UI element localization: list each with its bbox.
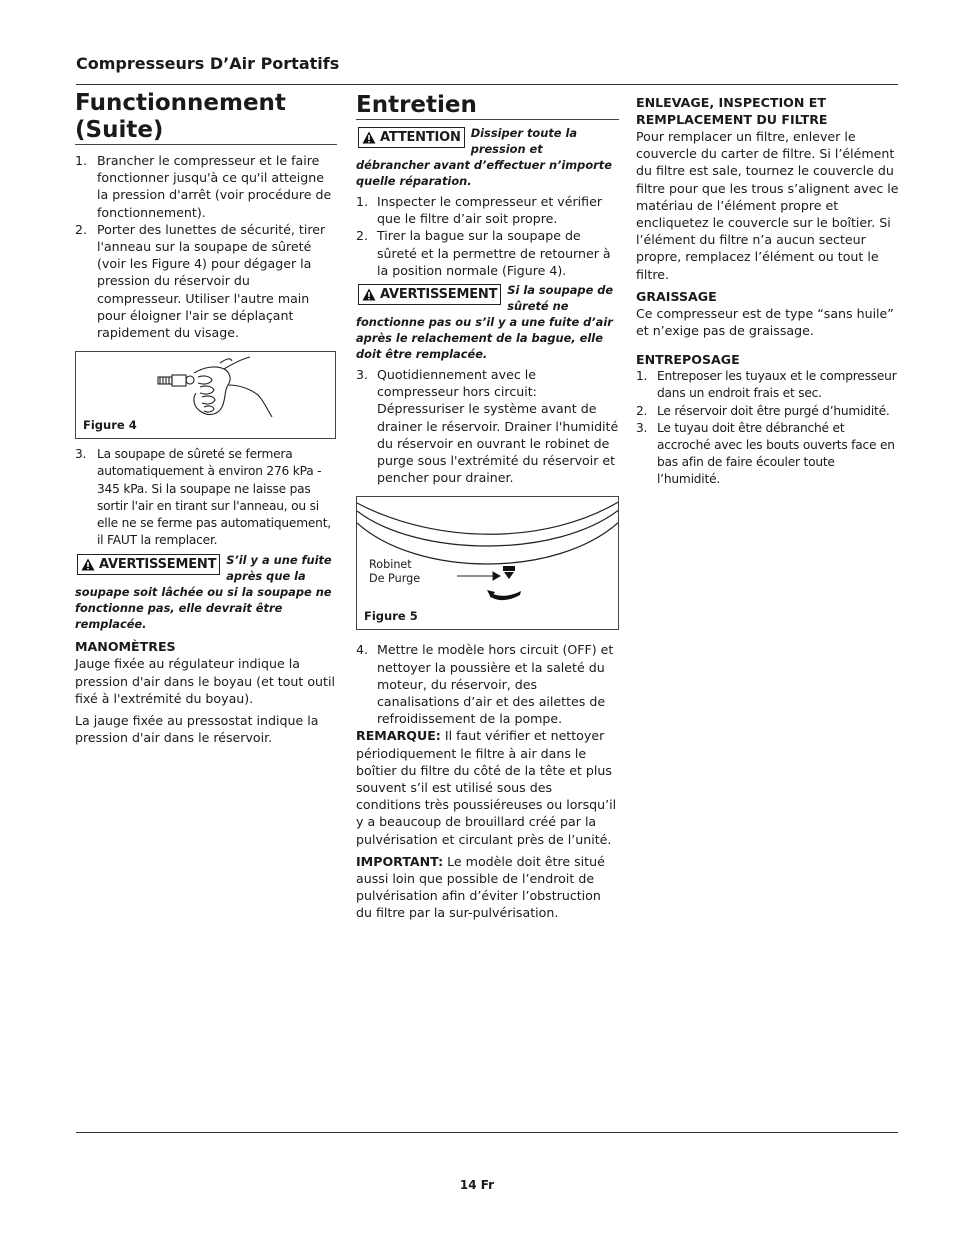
operation-steps-b xyxy=(75,446,337,549)
drain-valve-callout: Robinet De Purge xyxy=(369,558,421,585)
figure-5 xyxy=(356,496,619,630)
attention-text: Dissiper toute la pression et débrancher avant d’effectuer n’importe quelle réparation. xyxy=(356,126,612,188)
list-item: 3. La soupape de sûreté se fermera automatiquement à environ 276 kPa - 345 kPa. Si la soupape ne laisse pas sortir l'air en tirant sur l'anneau, ou si elle ne se ferme pas automatiquement, il FAUT la remplacer. xyxy=(75,447,331,548)
warning-block-relief xyxy=(75,552,337,632)
note-label: REMARQUE: xyxy=(356,728,441,744)
list-item: 3. Quotidiennement avec le compresseur hors circuit: Dépressuriser le système avant de drainer le réservoir. Drainer l'humidité du réservoir en ouvrant le robinet de purge sous l'extrémité du réservoir et pencher pour drainer. xyxy=(356,367,619,486)
column-maintenance xyxy=(356,88,619,927)
warning-block-ring xyxy=(356,282,619,362)
page-header: Compresseurs D’Air Portatifs xyxy=(76,54,340,73)
lubrication-paragraph: Ce compresseur est de type “sans huile” et n’exige pas de graissage. xyxy=(636,305,894,339)
list-item: 4. Mettre le modèle hors circuit (OFF) et nettoyer la poussière et la saleté du moteur, du réservoir, des canalisations d’air et des ailettes de refroidissement de la pompe. xyxy=(356,642,614,727)
attention-badge: ATTENTION xyxy=(358,127,465,148)
warning-text: Si la soupape de sûreté ne fonctionne pas ou s’il y a une fuite d’air après le relachement de la bague, elle doit être remplacée. xyxy=(356,283,614,362)
warning-text: S’il y a une fuite après que la soupape soit lâchée ou si la soupape ne fonctionne pas, elle devrait être remplacée. xyxy=(75,553,332,632)
avertissement-badge: AVERTISSEMENT xyxy=(358,284,501,305)
list-item: 1. Brancher le compresseur et le faire fonctionner jusqu'à ce qu'il atteigne la pression d'arrêt (voir procédure de fonctionnement). xyxy=(75,153,332,220)
important-label: IMPORTANT: xyxy=(356,853,444,869)
note-paragraph: REMARQUE: Il faut vérifier et nettoyer périodiquement le filtre à air dans le boîtier du filtre du côté de la tête et plus souvent s’il est utilisé sous des conditions très poussiéreuses ou lorsqu’il y a beaucoup de brouillard créé par la pulvérisation et circulant près de l’unité. xyxy=(356,728,617,847)
storage-steps xyxy=(636,368,900,488)
warning-triangle-icon xyxy=(362,288,376,301)
section-title-operation: Functionnement (Suite) xyxy=(75,88,337,145)
section-title-maintenance: Entretien xyxy=(356,88,619,120)
list-item: 2. Le réservoir doit être purgé d’humidité. xyxy=(636,403,890,418)
list-item: 1. Inspecter le compresseur et vérifier que le filtre d’air soit propre. xyxy=(356,194,603,227)
filter-paragraph: Pour remplacer un filtre, enlever le couvercle du carter de filtre. Si l’élément du filtre est sale, tournez le couvercle du filtre pour que les trous s’alignent avec le matériau de l’élément propre et encliquetez le couvercle sur le boîtier. Si l’élément du filtre n’a aucun secteur propre, remplacez l’élément ou tout le filtre. xyxy=(636,129,899,282)
figure-4-label: Figure 4 xyxy=(83,418,137,433)
lubrication-heading: GRAISSAGE xyxy=(636,288,717,304)
figure-5-label: Figure 5 xyxy=(364,609,418,624)
maintenance-steps-a xyxy=(356,193,619,279)
avertissement-badge: AVERTISSEMENT xyxy=(77,554,220,575)
column-operation xyxy=(75,88,337,751)
operation-steps-a xyxy=(75,152,337,341)
attention-block xyxy=(356,125,619,189)
list-item: 1. Entreposer les tuyaux et le compresseur dans un endroit frais et sec. xyxy=(636,369,897,401)
gauges-paragraph-1: Jauge fixée au régulateur indique la pression d'air dans le boyau (et tout outil fixé à l'extrémité du boyau). xyxy=(75,656,335,706)
maintenance-steps-c xyxy=(356,641,619,727)
warning-triangle-icon xyxy=(81,558,95,571)
important-paragraph: IMPORTANT: Le modèle doit être situé aussi loin que possible de l’endroit de pulvérisation afin d’éviter l’obstruction du filtre par la sur-pulvérisation. xyxy=(356,853,605,921)
figure-4 xyxy=(75,351,336,439)
hand-pulling-valve-illustration xyxy=(154,355,274,435)
list-item: 3. Le tuyau doit être débranché et accroché avec les bouts ouverts face en bas afin de faire écouler toute l’humidité. xyxy=(636,420,895,487)
gauges-paragraph-2: La jauge fixée au pressostat indique la pression d'air dans le réservoir. xyxy=(75,713,319,746)
maintenance-steps-b xyxy=(356,366,619,486)
gauges-heading: MANOMÈTRES xyxy=(75,639,176,655)
footer-rule xyxy=(76,1132,898,1133)
list-item: 2. Tirer la bague sur la soupape de sûreté et la permettre de retourner à la position normale (Figure 4). xyxy=(356,228,611,278)
header-rule xyxy=(76,84,898,85)
storage-heading: ENTREPOSAGE xyxy=(636,352,740,368)
list-item: 2. Porter des lunettes de sécurité, tirer l'anneau sur la soupape de sûreté (voir les Figure 4) pour dégager la pression du réservoir du compresseur. Utiliser l'autre main pour éloigner l'air se déplaçant rapidement du visage. xyxy=(75,221,326,341)
column-filter-storage xyxy=(636,94,900,489)
filter-heading: ENLEVAGE, INSPECTION ET REMPLACEMENT DU FILTRE xyxy=(636,95,828,127)
warning-triangle-icon xyxy=(362,131,376,144)
page-number: 14 Fr xyxy=(459,1178,495,1192)
